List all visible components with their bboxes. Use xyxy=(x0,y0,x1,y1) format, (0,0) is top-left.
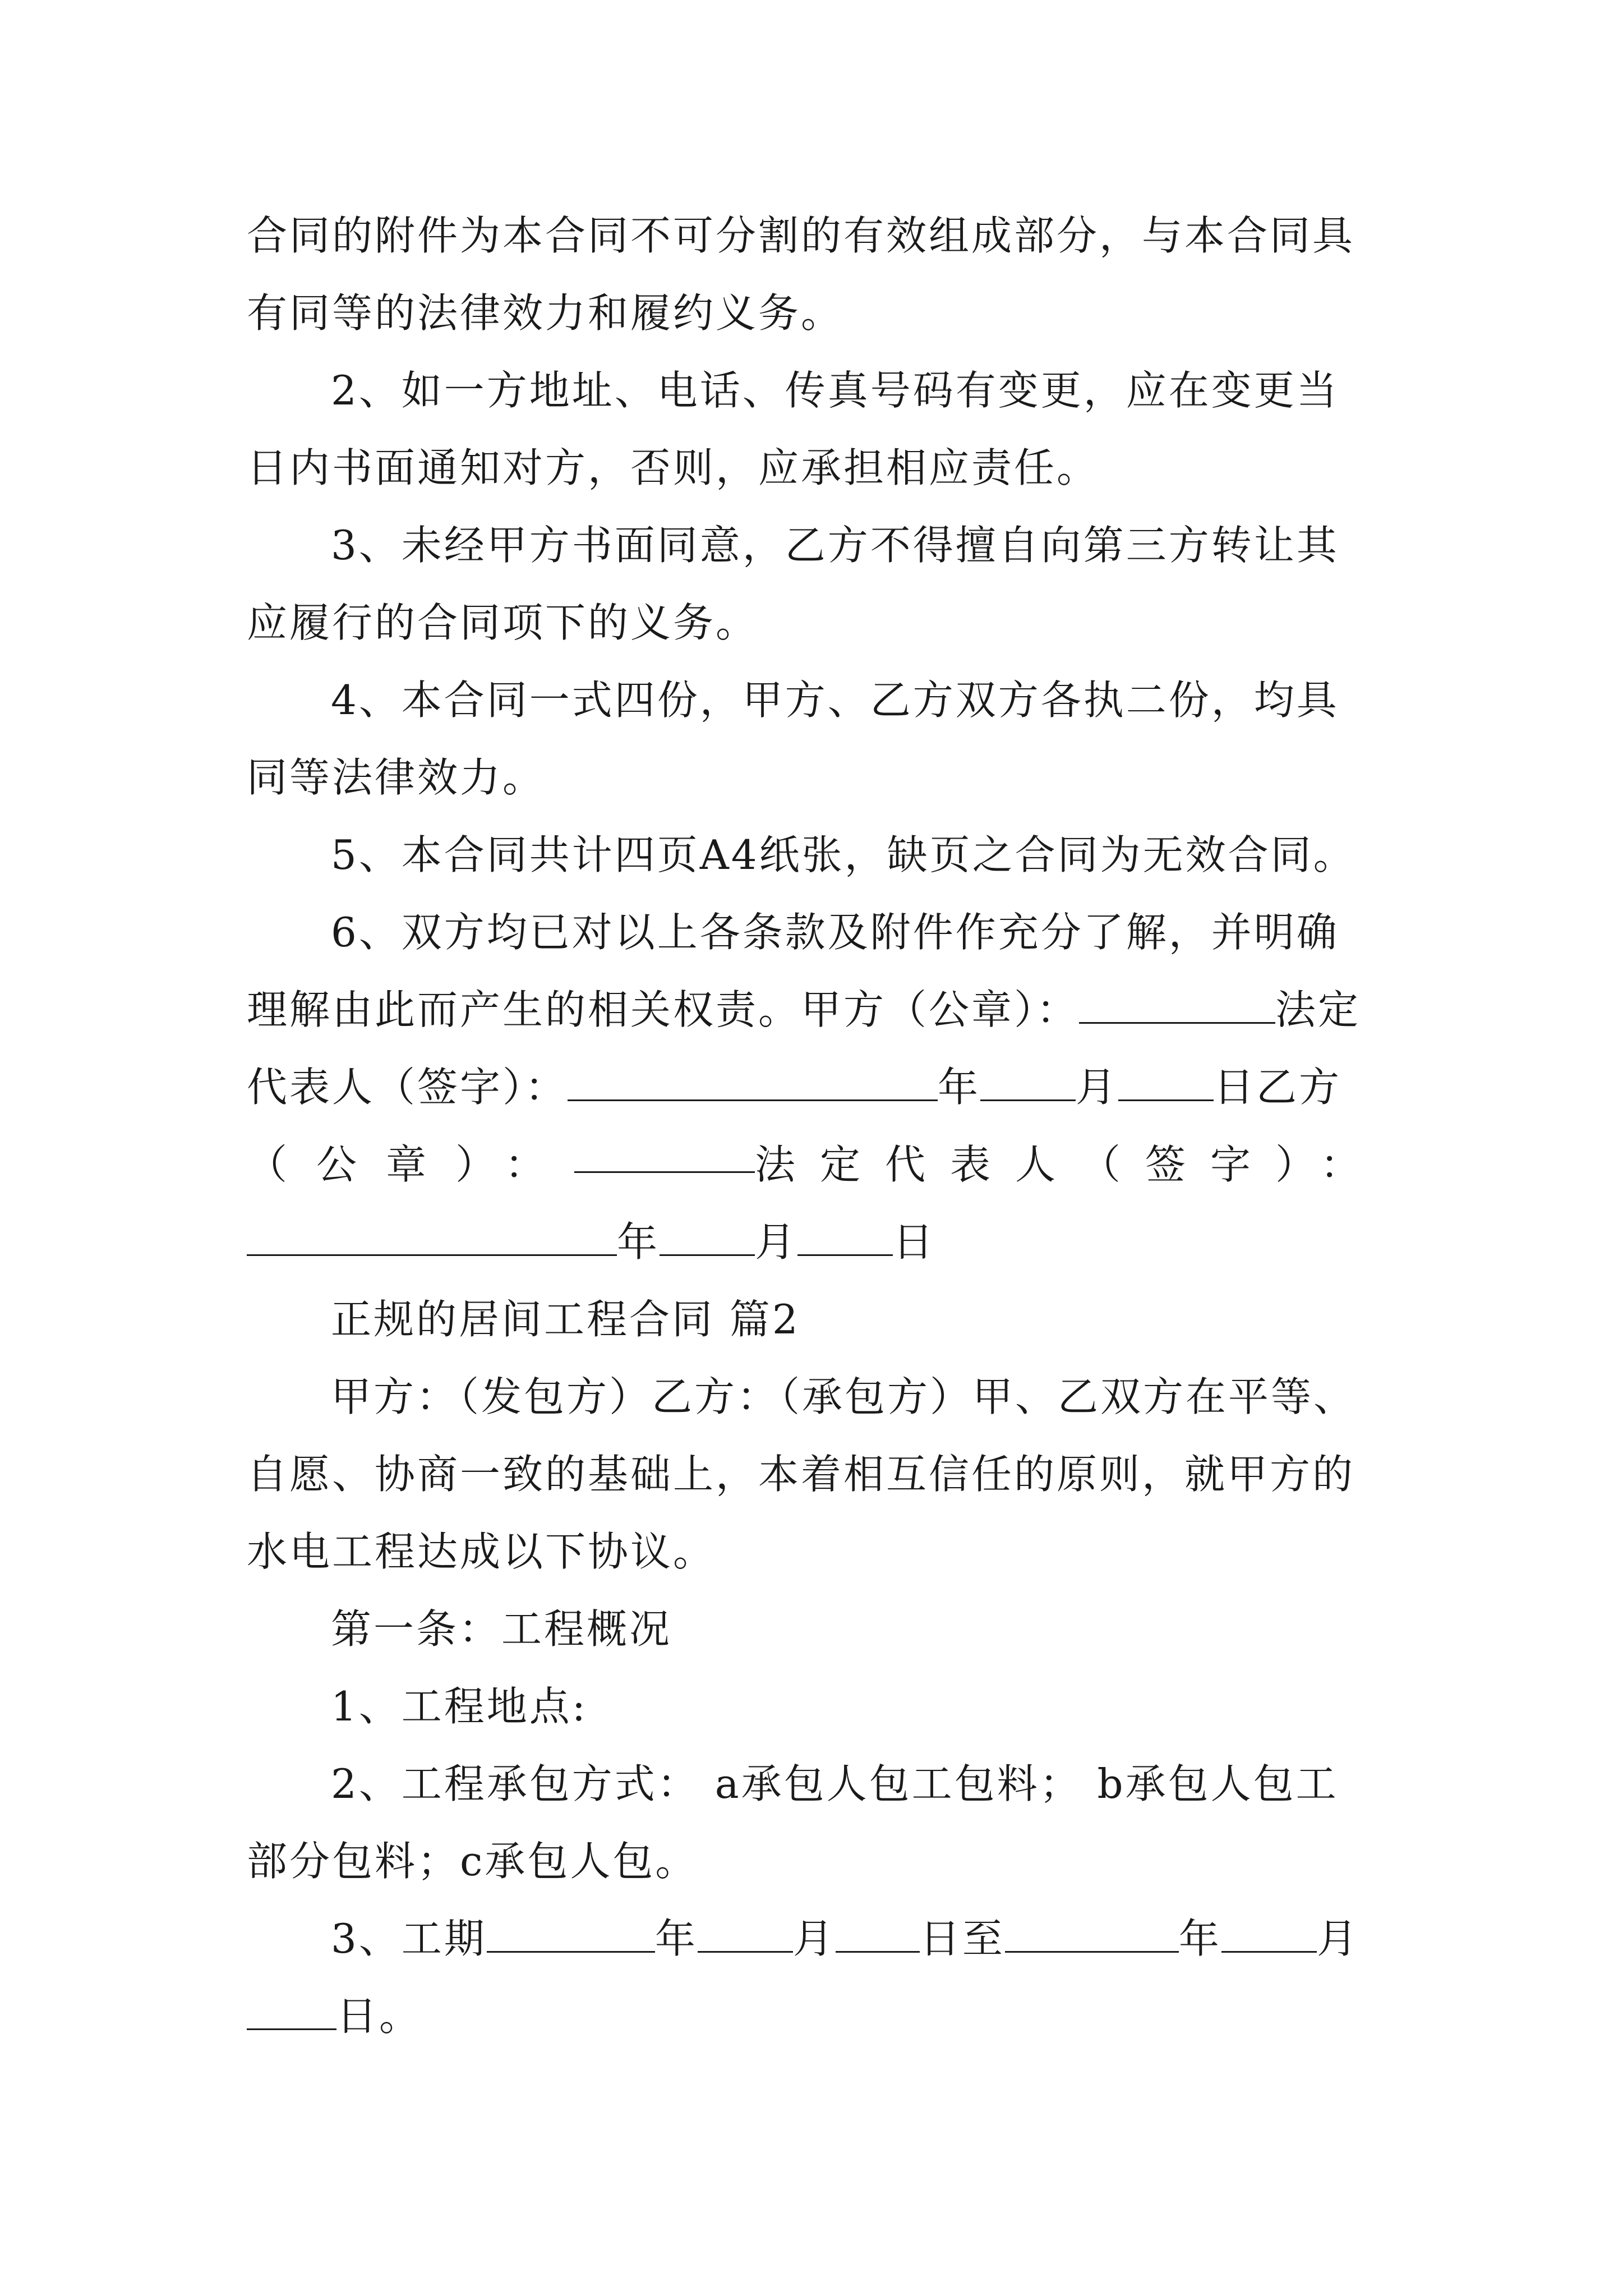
paragraph-line: 应履行的合同项下的义务。 xyxy=(247,599,759,646)
section-heading: 正规的居间工程合同 篇2 xyxy=(331,1296,800,1343)
signature-blank xyxy=(247,1220,617,1256)
paragraph-line: 日内书面通知对方，否则，应承担相应责任。 xyxy=(247,444,1100,491)
paragraph-line: 水电工程达成以下协议。 xyxy=(247,1528,716,1575)
clause-4: 4、本合同一式四份，甲方、乙方双方各执二份，均具 xyxy=(331,677,1339,724)
item-contract-mode: 2、工程承包方式： a承包人包工包料； b承包人包工 xyxy=(331,1760,1339,1807)
day-blank xyxy=(797,1220,893,1256)
paragraph-line: 合同的附件为本合同不可分割的有效组成部分，与本合同具 xyxy=(247,212,1355,259)
day-blank xyxy=(247,1994,336,2030)
month-blank xyxy=(660,1220,755,1256)
month-blank xyxy=(980,1065,1076,1101)
signature-line-party-b: （公章）： 法定代表人（签字）： xyxy=(247,1137,1385,1193)
paragraph-line: 部分包料；c承包人包。 xyxy=(247,1838,698,1885)
day-blank xyxy=(836,1916,920,1953)
year-blank xyxy=(487,1916,655,1953)
signature-line-representative: 代表人（签字）： 年 月 日乙方 xyxy=(247,1064,1342,1111)
paragraph-line: 有同等的法律效力和履约义务。 xyxy=(247,289,844,337)
clause-5: 5、本合同共计四页A4纸张，缺页之合同为无效合同。 xyxy=(331,831,1356,878)
item-location: 1、工程地点: xyxy=(331,1683,588,1730)
article-heading: 第一条：工程概况 xyxy=(331,1605,672,1653)
seal-blank xyxy=(1079,987,1275,1024)
year-blank xyxy=(1005,1916,1179,1953)
paragraph-line: 同等法律效力。 xyxy=(247,754,546,801)
month-blank xyxy=(698,1916,793,1953)
month-blank xyxy=(1221,1916,1317,1953)
signature-line-party-a: 理解由此而产生的相关权责。甲方（公章）： 法定 xyxy=(247,986,1361,1033)
day-blank xyxy=(1118,1065,1214,1101)
parties-paragraph: 甲方：（发包方）乙方：（承包方）甲、乙双方在平等、 xyxy=(331,1373,1357,1420)
signature-line-date: 年 月 日 xyxy=(247,1214,935,1270)
item-duration: 3、工期 年 月 日至 年 月 xyxy=(331,1915,1359,1962)
clause-2: 2、如一方地址、电话、传真号码有变更，应在变更当 xyxy=(331,367,1339,414)
seal-blank xyxy=(574,1137,755,1173)
clause-3: 3、未经甲方书面同意，乙方不得擅自向第三方转让其 xyxy=(331,522,1339,569)
clause-6: 6、双方均已对以上各条款及附件作充分了解，并明确 xyxy=(331,909,1339,956)
paragraph-line: 日。 xyxy=(247,1988,422,2044)
paragraph-line: 自愿、协商一致的基础上，本着相互信任的原则，就甲方的 xyxy=(247,1451,1355,1498)
signature-blank xyxy=(568,1065,938,1101)
